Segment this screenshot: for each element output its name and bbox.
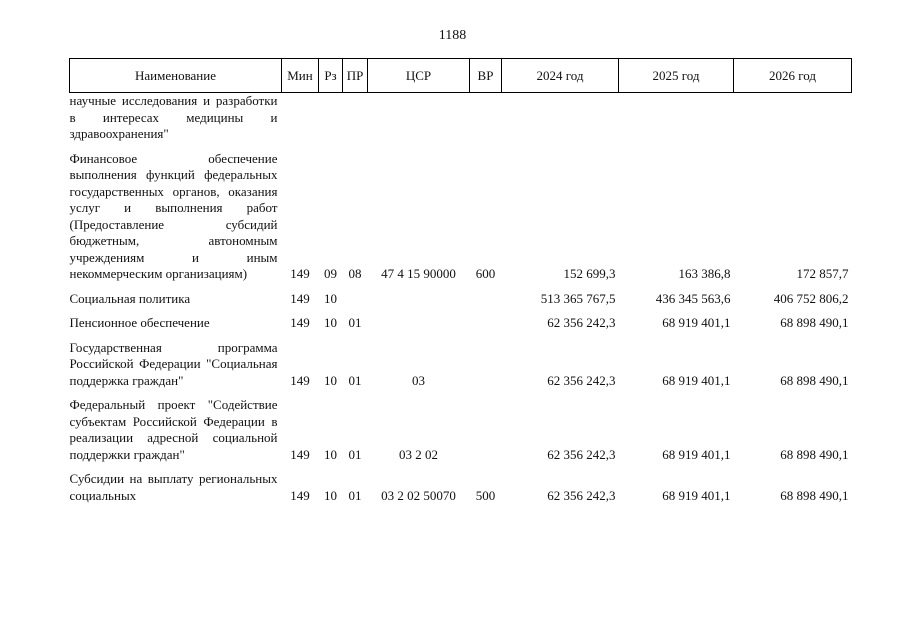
row-vr: 500 [475,487,496,503]
row-2025: 163 386,8 [678,266,731,281]
row-csr: 03 2 02 [399,446,438,462]
row-rz: 10 [324,315,337,330]
row-2024: 62 356 242,3 [547,446,616,462]
row-name: Федеральный проект "Содействие субъектам Российской Федерации в реализации адресной социальной поддержки граждан" [69,397,278,462]
row-2024: 152 699,3 [563,266,616,281]
row-2026: 68 898 490,1 [780,487,849,503]
row-vr [470,93,502,151]
header-row [70,59,852,93]
row-name: Социальная политика [69,290,191,306]
row-csr [368,93,470,151]
row-2024: 513 365 767,5 [540,290,616,306]
row-vr: 600 [475,266,496,281]
row-2025 [619,93,734,151]
row-rz: 10 [324,487,337,503]
header-name: Наименование [70,59,282,93]
row-name: Пенсионное обеспечение [69,315,210,330]
row-rz: 09 [324,266,337,281]
header-min: Мин [282,59,319,93]
row-rz: 10 [324,290,337,306]
table-row [70,340,852,398]
row-pr: 01 [348,487,362,503]
row-2026: 406 752 806,2 [773,290,849,306]
row-2026: 68 898 490,1 [780,372,849,388]
row-2026 [734,93,852,151]
table-row [70,315,852,340]
row-2025: 68 919 401,1 [662,372,731,388]
row-2024: 62 356 242,3 [547,315,616,330]
table-row [70,471,852,504]
header-2026: 2026 год [734,59,852,93]
row-csr [368,291,470,316]
row-rz: 10 [324,446,337,462]
row-name: научные исследования и разработки в интересах медицины и здравоохранения" [69,93,278,141]
row-pr: 01 [348,315,362,330]
row-name: Финансовое обеспечение выполнения функций федеральных государственных органов, оказания услуг и выполнения работ (Предоставление субсидий бюджетным, автономным учреждениям и иным некоммерческим организациям) [69,150,278,281]
page-number: 1188 [438,28,467,43]
row-2025: 68 919 401,1 [662,315,731,330]
row-pr: 01 [348,372,362,388]
row-vr [470,340,502,398]
row-2026: 68 898 490,1 [780,446,849,462]
row-min: 149 [290,372,310,388]
row-min: 149 [290,290,310,306]
row-name: Субсидии на выплату региональных социальных [69,471,278,503]
row-vr [470,315,502,340]
row-2025: 68 919 401,1 [662,446,731,462]
row-rz: 10 [324,372,337,388]
table-row [70,291,852,316]
header-2025: 2025 год [619,59,734,93]
row-2025: 68 919 401,1 [662,487,731,503]
row-pr [343,93,368,151]
row-name: Государственная программа Российской Федерации "Социальная поддержка граждан" [69,339,278,388]
row-pr [343,291,368,316]
row-min: 149 [290,266,310,281]
header-rz: Рз [319,59,343,93]
row-vr [470,291,502,316]
row-2026: 68 898 490,1 [780,315,849,330]
table-row [70,151,852,291]
header-csr: ЦСР [368,59,470,93]
row-min [282,93,319,151]
row-csr [368,315,470,340]
table-row [70,93,852,151]
row-2024 [502,93,619,151]
row-rz [319,93,343,151]
row-pr: 08 [348,266,362,281]
row-2026: 172 857,7 [796,266,849,281]
row-2024: 62 356 242,3 [547,372,616,388]
header-2024: 2024 год [502,59,619,93]
budget-table [69,58,852,504]
row-csr: 03 2 02 50070 [381,487,456,503]
row-2025: 436 345 563,6 [655,290,731,306]
row-vr [470,397,502,471]
header-vr: ВР [470,59,502,93]
row-csr: 03 [412,372,425,388]
row-2024: 62 356 242,3 [547,487,616,503]
row-pr: 01 [348,446,362,462]
header-pr: ПР [343,59,368,93]
table-row [70,397,852,471]
row-csr: 47 4 15 90000 [381,266,456,281]
row-min: 149 [290,446,310,462]
row-min: 149 [290,487,310,503]
row-min: 149 [290,315,310,330]
